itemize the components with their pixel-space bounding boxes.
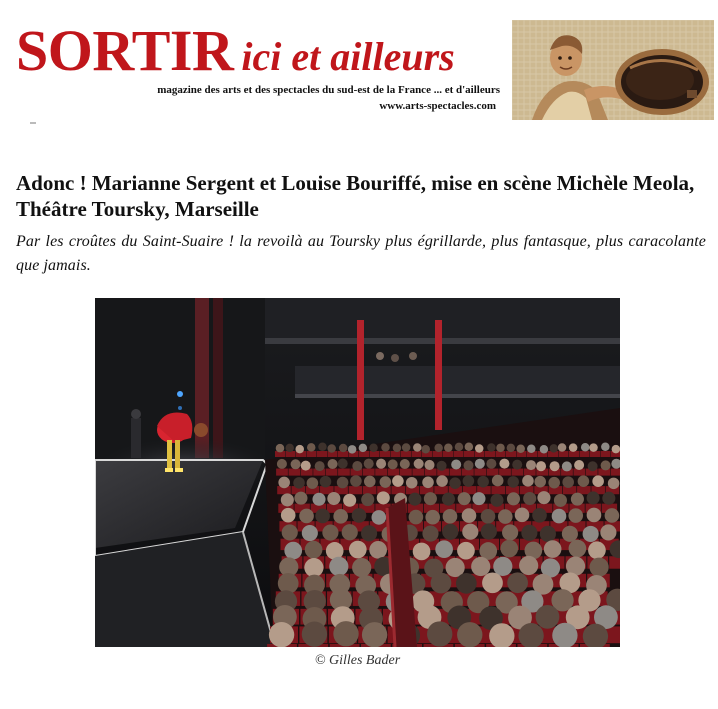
- logo-sub-text: ici et ailleurs: [241, 34, 455, 79]
- site-url[interactable]: www.arts-spectacles.com: [379, 100, 496, 112]
- divider: [30, 122, 36, 124]
- article-title: Adonc ! Marianne Sergent et Louise Bouriffé, mise en scène Michèle Meola, Théâtre Toursky, Marseille: [16, 171, 695, 221]
- logo-main-text: SORTIR: [16, 18, 234, 83]
- site-logo[interactable]: [16, 18, 455, 83]
- mosaic-illustration-icon: [512, 20, 714, 120]
- article-lead: Par les croûtes du Saint-Suaire ! la revoilà au Toursky plus égrillarde, plus fantasque, plus caracolante que jamais.: [16, 233, 706, 274]
- masthead: [0, 0, 718, 125]
- site-tagline: magazine des arts et des spectacles du sud-est de la France ... et d'ailleurs: [157, 84, 500, 96]
- theatre-stage-photo-icon: [95, 298, 620, 647]
- photo-caption: © Gilles Bader: [314, 653, 401, 668]
